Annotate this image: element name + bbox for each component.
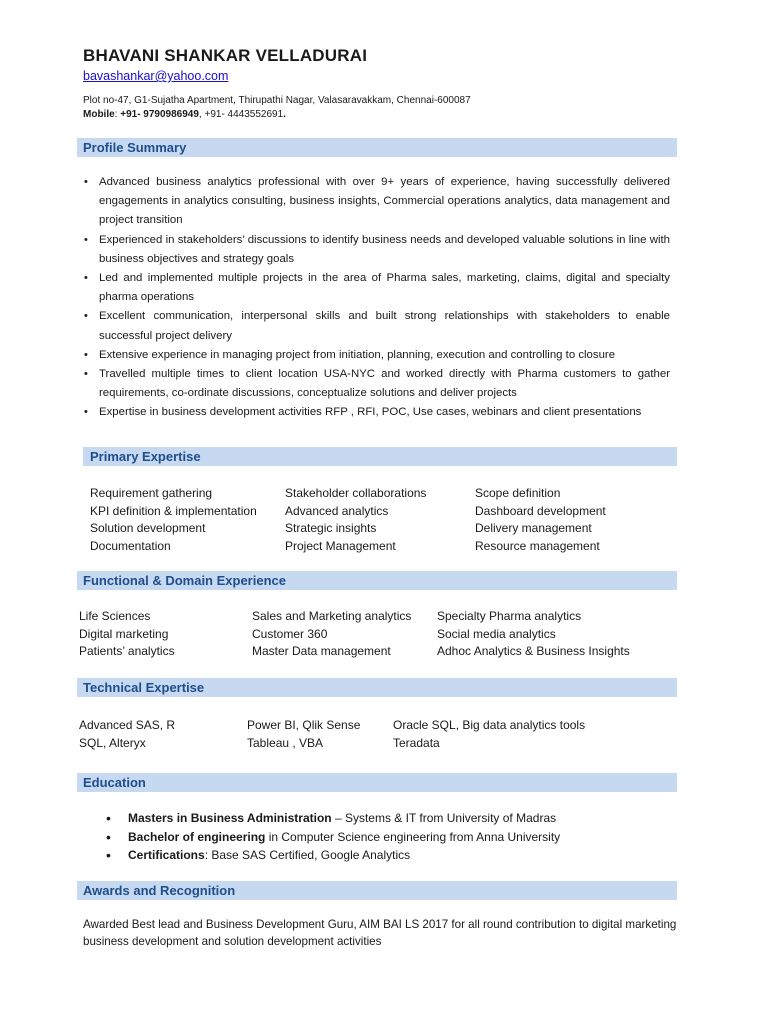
mobile-number-secondary: , +91- 4443552691 bbox=[198, 109, 284, 120]
list-item: Life Sciences bbox=[79, 609, 151, 623]
list-item: Sales and Marketing analytics bbox=[252, 609, 412, 623]
list-item: Strategic insights bbox=[285, 521, 377, 535]
functional-domain-col-2 bbox=[252, 608, 411, 661]
functional-domain-col-3 bbox=[437, 608, 630, 661]
mobile-separator: : bbox=[114, 109, 121, 120]
list-item: Power BI, Qlik Sense bbox=[247, 718, 361, 732]
list-item: Adhoc Analytics & Business Insights bbox=[437, 644, 630, 658]
section-header-profile-summary: Profile Summary bbox=[77, 138, 677, 157]
functional-domain-col-1 bbox=[79, 608, 175, 661]
list-item: Tableau , VBA bbox=[247, 735, 324, 750]
list-item: Solution development bbox=[90, 521, 206, 535]
primary-expertise-col-1 bbox=[90, 485, 257, 555]
degree-detail: : Base SAS Certified, Google Analytics bbox=[204, 848, 411, 862]
list-item: • Extensive experience in managing project from initiation, planning, execution and controlling to closure bbox=[84, 346, 670, 365]
list-item: Digital marketing bbox=[79, 626, 169, 641]
section-header-functional-domain: Functional & Domain Experience bbox=[77, 571, 677, 590]
email-link[interactable]: bavashankar@yahoo.com bbox=[83, 69, 229, 83]
list-item bbox=[106, 828, 560, 847]
technical-expertise-col-3 bbox=[393, 717, 585, 752]
section-header-education: Education bbox=[77, 773, 677, 792]
technical-expertise-col-1 bbox=[79, 717, 175, 752]
list-item: Teradata bbox=[393, 735, 440, 750]
degree-title: Masters in Business Administration bbox=[128, 811, 332, 825]
list-item: • Travelled multiple times to client location USA-NYC and worked directly with Pharma customers to gather requirements, co-ordinate discussions, conceptualize solutions and deliver projects bbox=[84, 365, 670, 403]
section-header-technical-expertise: Technical Expertise bbox=[77, 678, 677, 697]
address-line: Plot no-47, G1-Sujatha Apartment, Thirupathi Nagar, Valasaravakkam, Chennai-600087 bbox=[83, 95, 471, 106]
section-header-primary-expertise: Primary Expertise bbox=[83, 447, 677, 466]
list-item bbox=[106, 809, 560, 828]
degree-title: Certifications bbox=[128, 848, 205, 862]
mobile-label: Mobile bbox=[83, 109, 115, 120]
section-header-awards: Awards and Recognition bbox=[77, 881, 677, 900]
list-item bbox=[106, 846, 560, 865]
list-item: Social media analytics bbox=[437, 626, 556, 641]
degree-detail: – Systems & IT from University of Madras bbox=[331, 811, 557, 825]
primary-expertise-col-2 bbox=[285, 485, 426, 555]
list-item: Dashboard development bbox=[475, 503, 606, 518]
list-item: Delivery management bbox=[475, 521, 592, 535]
mobile-line bbox=[83, 109, 286, 120]
list-item: Stakeholder collaborations bbox=[285, 486, 427, 500]
list-item: Documentation bbox=[90, 538, 171, 553]
list-item: Patients’ analytics bbox=[79, 644, 175, 658]
list-item: • Led and implemented multiple projects in the area of Pharma sales, marketing, claims, digital and specialty pharma operations bbox=[84, 269, 670, 307]
mobile-number-primary: +91- 9790986949 bbox=[120, 109, 199, 120]
list-item: Specialty Pharma analytics bbox=[437, 609, 582, 623]
list-item: • Advanced business analytics professional with over 9+ years of experience, having successfully delivered engagements in analytics consulting, business insights, Commercial operations analytics, data management and project transition bbox=[84, 173, 670, 231]
list-item: Requirement gathering bbox=[90, 486, 213, 500]
list-item: Resource management bbox=[475, 538, 600, 553]
list-item: Advanced analytics bbox=[285, 503, 389, 518]
list-item: KPI definition & implementation bbox=[90, 503, 257, 518]
list-item: Master Data management bbox=[252, 644, 391, 658]
education-list bbox=[106, 809, 560, 865]
list-item: Customer 360 bbox=[252, 626, 328, 641]
list-item: Scope definition bbox=[475, 486, 561, 500]
degree-detail: in Computer Science engineering from Anna University bbox=[265, 829, 561, 844]
primary-expertise-col-3 bbox=[475, 485, 606, 555]
candidate-name: BHAVANI SHANKAR VELLADURAI bbox=[83, 46, 368, 65]
list-item: Project Management bbox=[285, 538, 396, 553]
degree-title: Bachelor of engineering bbox=[128, 829, 266, 844]
list-item: Oracle SQL, Big data analytics tools bbox=[393, 718, 586, 732]
profile-summary-list bbox=[84, 173, 670, 423]
list-item: SQL, Alteryx bbox=[79, 735, 146, 750]
list-item: • Expertise in business development activities RFP , RFI, POC, Use cases, webinars and client presentations bbox=[84, 403, 670, 422]
technical-expertise-col-2 bbox=[247, 717, 360, 752]
list-item: • Experienced in stakeholders’ discussions to identify business needs and developed valuable solutions in line with business objectives and strategy goals bbox=[84, 231, 670, 269]
awards-text: Awarded Best lead and Business Development Guru, AIM BAI LS 2017 for all round contribution to digital marketing business development and solution development activities bbox=[83, 918, 677, 948]
mobile-end: . bbox=[283, 109, 286, 120]
list-item: • Excellent communication, interpersonal skills and built strong relationships with stakeholders to enable successful project delivery bbox=[84, 307, 670, 345]
list-item: Advanced SAS, R bbox=[79, 718, 176, 732]
